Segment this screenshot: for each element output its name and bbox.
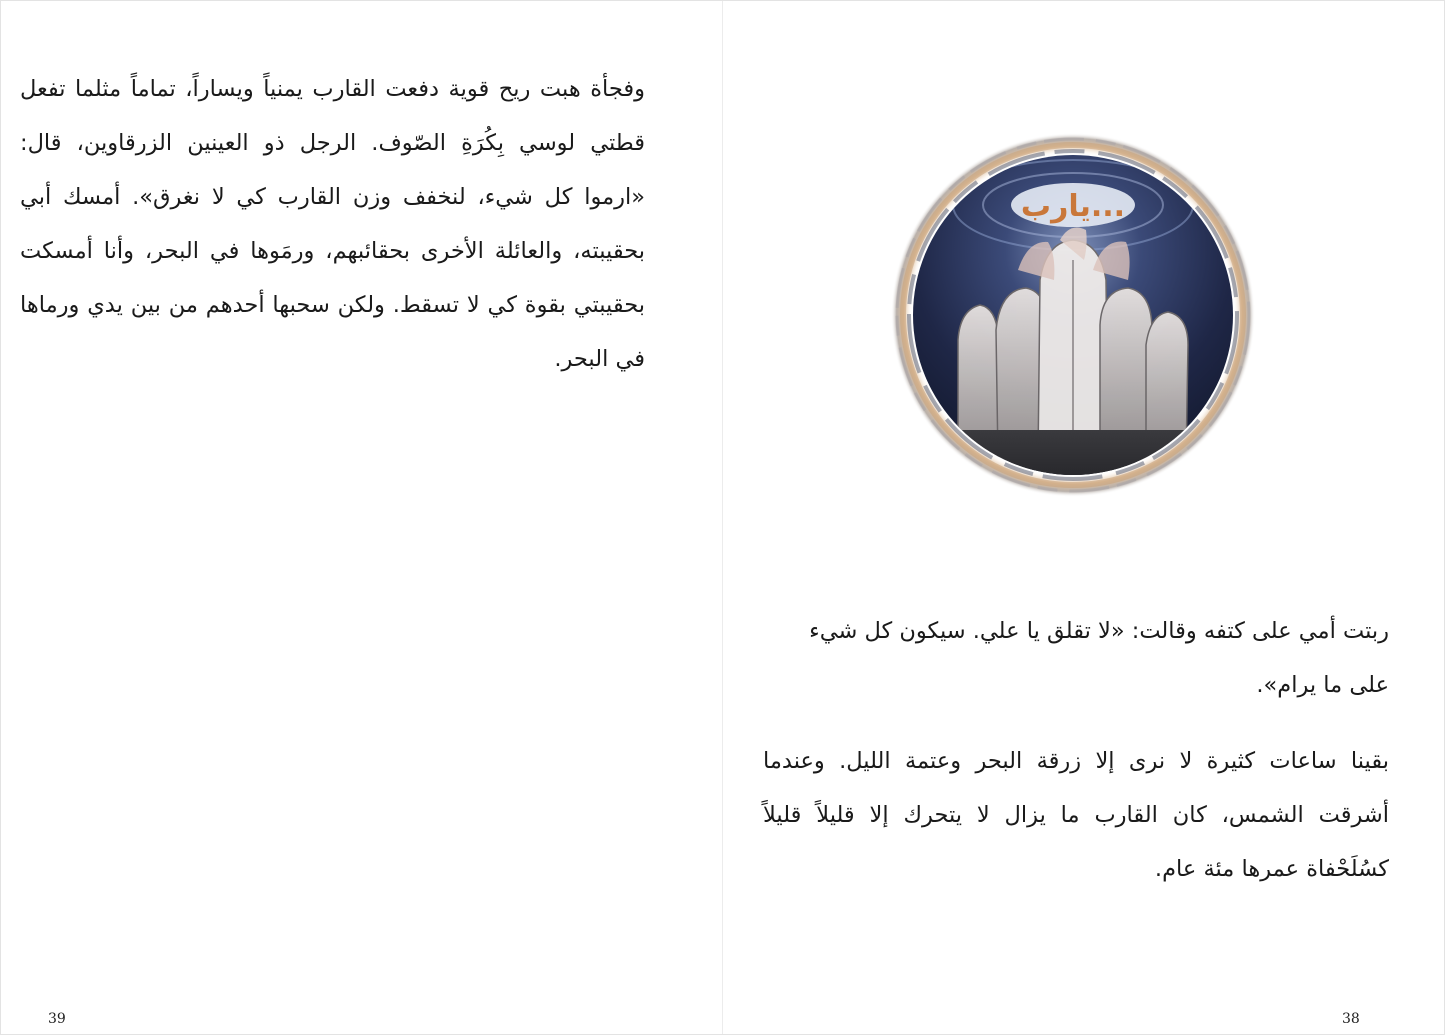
story-paragraph-left: وفجأة هبت ريح قوية دفعت القارب يمنياً ويساراً، تماماً مثلما تفعل قطتي لوسي بِكُرَةِ الصّوف. الرجل ذو العينين الزرقاوين، قال: «ارموا كل شيء، لنخفف وزن القارب كي لا نغرق». أمسك أبي بحقيبته، والعائلة الأخرى بحقائبهم، ورمَوها في البحر، وأنا أمسكت بحقيبتي بقوة كي لا تسقط. ولكن سحبها أحدهم من بين يدي ورماها في البحر.: [20, 76, 645, 372]
orb-prayer-label: يارب...: [1020, 189, 1126, 224]
page-number-right: 38: [1342, 1011, 1360, 1027]
praying-hands-orb-illustration: [888, 130, 1258, 500]
page-number-left: 39: [48, 1011, 66, 1027]
right-page: [723, 0, 1445, 1035]
illustration-svg: [888, 130, 1258, 500]
story-paragraph-right-1: ربتت أمي على كتفه وقالت: «لا تقلق يا علي. سيكون كل شيء على ما يرام».: [809, 618, 1389, 698]
left-page: [0, 0, 722, 1035]
story-paragraph-right-2: بقينا ساعات كثيرة لا نرى إلا زرقة البحر وعتمة الليل. وعندما أشرقت الشمس، كان القارب ما يزال لا يتحرك إلا قليلاً قليلاً كسُلَحْفاة عمرها مئة عام.: [763, 748, 1389, 882]
